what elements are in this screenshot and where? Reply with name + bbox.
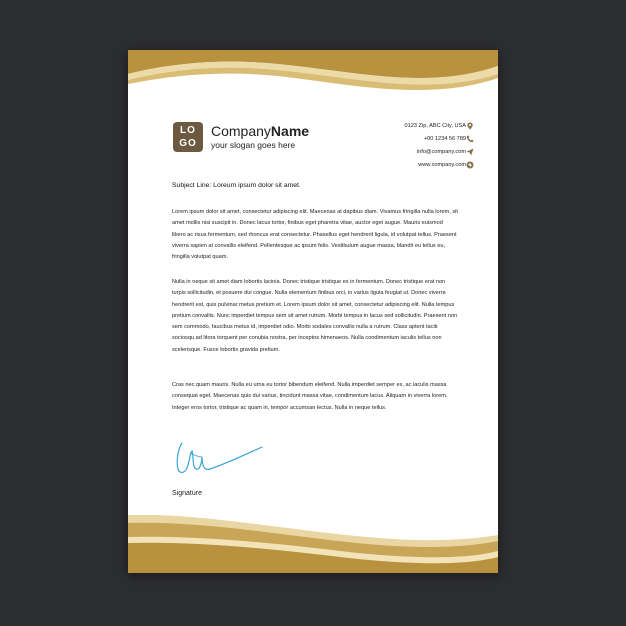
subject-line: Subject Line: Loreum ipsum dolor sit amet.	[172, 182, 301, 189]
globe-icon	[466, 161, 474, 169]
company-logo	[173, 122, 203, 152]
map-pin-icon	[466, 122, 474, 130]
company-name-bold: Name	[270, 123, 310, 139]
company-slogan: your slogan goes here	[211, 140, 296, 150]
contact-address: 0123 Zip, ABC City, USA	[404, 123, 466, 129]
bottom-gold-wave	[128, 515, 498, 573]
handwritten-signature	[172, 435, 272, 485]
body-paragraph-1: Lorem ipsum dolor sit amet, consectetur adipiscing elit. Maecenas at dapibus diam. Vivamus fringilla nulla lorem, sit amet mollis nisi suscipit in. Donec lacus tortor, finibus eget pharetra vitae, auctor eget augue. Mauris euismod libero ac risus fermentum, sed rhoncus erat consectetur. Phasellus eget hendrerit ligula, id volutpat tellus. Praesent viverra sapien at convallis eleifend. Pellentesque ac ipsum felis. Vestibulum augue massa, blandit eu tellus eu, fringilla volutpat quam.	[172, 209, 458, 261]
body-paragraph-2: Nulla in neque sit amet diam lobortis lacinia. Donec tristique tristique ex in fermentum. Donec tristique erat non turpis sollicitudin, et posuere dui congue. Nulla elementum finibus orci, in varius ligula feugiat ut. Donec viverra hendrerit est, quis pulvinar metus pretium et. Lorem ipsum dolor sit amet, consectetur adipiscing elit. Nulla tempus pretium convallis. Nunc imperdiet tempus sem sit amet rutrum. Morbi tempus in lacus sed sollicitudin. Praesent non sem commodo, faucibus metus id, imperdiet odio. Morbi sodales convallis nulla a rutrum. Class aptent taciti sociosqu ad litora torquent per conubia nostra, per inceptos himenaeos. Nulla condimentum iaculis tellus non scelerisque. Fusce lobortis gravida pretium.	[172, 279, 458, 353]
contact-phone: +00 1234 56 789	[423, 136, 466, 142]
top-gold-wave	[128, 50, 498, 110]
logo-text-bottom: GO	[179, 138, 197, 149]
letterhead-sheet	[128, 50, 498, 573]
contact-email: info@company.com	[416, 149, 466, 155]
company-name	[211, 123, 309, 139]
logo-text-top: LO	[180, 125, 196, 136]
signature-label: Signature	[172, 490, 202, 497]
company-name-regular: Company	[211, 123, 271, 139]
send-icon	[466, 148, 474, 156]
body-paragraph-3: Cras nec quam mauris. Nulla eu urna eu tortor bibendum eleifend. Nulla imperdiet semper ex, ac iaculis massa consequat eget. Maecenas quis dui varius, tincidunt massa vitae, condimentum lacus. Aliquam in viverra lorem. Integer eros tortor, tristique ac quam in, tempor accumsan lectus. Nulla in neque tellus.	[172, 382, 448, 411]
phone-icon	[466, 135, 474, 143]
contact-website: www.company.com	[418, 162, 466, 168]
